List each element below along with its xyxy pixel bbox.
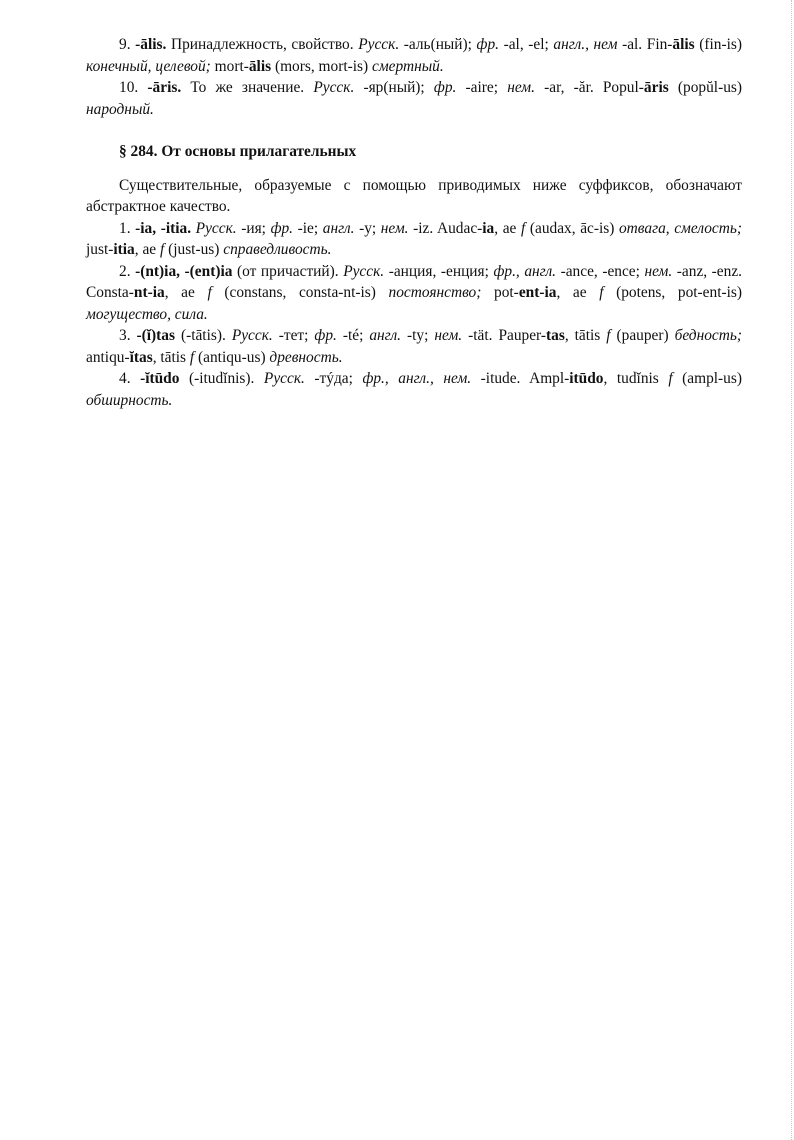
page-edge-line — [791, 0, 792, 1140]
italic-gloss: смертный. — [372, 57, 444, 75]
bold-term: ālis — [672, 36, 695, 53]
italic-gloss: народный. — [86, 100, 154, 118]
text-run: (potens, pot-ent-is) — [603, 284, 742, 301]
italic-gloss: нем. — [507, 79, 535, 96]
text-run: -anz, -enz. Consta- — [86, 262, 743, 301]
italic-gloss: Русск. — [195, 219, 237, 237]
text-run: -ie; — [293, 219, 323, 237]
bold-term: nt-ia — [133, 284, 165, 301]
text-run: 9. — [119, 36, 136, 53]
text-run: -té; — [336, 327, 370, 344]
text-run: 1. — [119, 219, 136, 237]
italic-gloss: отвага, смелость; — [618, 219, 742, 237]
text-run: (mors, mort-is) — [271, 57, 372, 75]
bold-term: ent-ia — [518, 284, 557, 301]
paragraph-suffix-alis — [86, 34, 742, 77]
text-run: (popŭl-us) — [668, 79, 743, 96]
text-run: -aire; — [456, 79, 508, 96]
italic-gloss: Русск. — [263, 370, 305, 387]
bold-term: -ĭtūdo — [140, 370, 180, 387]
italic-gloss: древность. — [269, 348, 343, 366]
text-run: -al, -el; — [499, 36, 554, 53]
text-run: , ae — [164, 284, 208, 301]
italic-gloss: англ. — [369, 327, 402, 344]
italic-gloss: f — [207, 284, 212, 301]
text-run: -тýда; — [304, 370, 363, 387]
text-run: -ance, -ence; — [556, 262, 645, 280]
italic-gloss: нем. — [434, 327, 463, 344]
italic-gloss: бедность; — [674, 327, 742, 344]
text-run: (fin-is) — [694, 36, 743, 53]
text-run: antiqu- — [86, 348, 130, 366]
text-run: 4. — [119, 370, 141, 387]
text-run: , tudĭnis — [603, 370, 669, 387]
italic-gloss: f — [606, 327, 611, 344]
text-run: (constans, consta-nt-is) — [211, 284, 389, 301]
bold-term: ĭtas — [129, 348, 153, 366]
bold-term: tas — [546, 327, 565, 344]
text-run: (audax, āc-is) — [525, 219, 619, 237]
italic-gloss: конечный, целевой; — [86, 57, 211, 75]
bold-term: -ālis. — [135, 36, 167, 53]
text-run: -анция, -енция; — [384, 262, 494, 280]
text-run: -iz. Audac- — [408, 219, 483, 237]
italic-gloss: Русск. — [313, 79, 355, 96]
italic-gloss: обширность. — [86, 391, 173, 409]
section-heading — [86, 141, 742, 163]
italic-gloss: фр., англ., нем. — [362, 370, 472, 387]
italic-gloss: f — [599, 284, 604, 301]
text-run: (от причастий). — [232, 262, 344, 280]
bold-term: -ia, -itia. — [135, 219, 192, 237]
italic-gloss: могущество, сила. — [86, 305, 208, 323]
list-item-ntia-entia — [86, 261, 742, 326]
text-run: -тет; — [272, 327, 315, 344]
text-run: -tät. Pauper- — [462, 327, 546, 344]
document-page — [86, 34, 742, 411]
text-run: (-tātis). — [174, 327, 232, 344]
text-run: 3. — [119, 327, 137, 344]
text-run: -al. Fin- — [617, 36, 673, 53]
text-run: Принадлежность, свойство. — [166, 36, 359, 53]
text-run: -y; — [354, 219, 381, 237]
bold-term: itūdo — [569, 370, 604, 387]
text-run: pot- — [481, 284, 519, 301]
italic-gloss: Русск. — [358, 36, 400, 53]
text-run: -ty; — [401, 327, 435, 344]
text-run: , tātis — [564, 327, 607, 344]
italic-gloss: Русск. — [343, 262, 385, 280]
italic-gloss: f — [668, 370, 673, 387]
italic-gloss: нем. — [380, 219, 409, 237]
section-heading-text: § 284. От основы прилагательных — [119, 143, 357, 160]
text-run: (pauper) — [610, 327, 675, 344]
section-intro: Существительные, образуемые с помощью приводимых ниже суффиксов, обозначают абстрактное качество. — [86, 176, 742, 215]
text-run: То же значение. — [181, 79, 314, 96]
italic-gloss: f — [189, 348, 195, 366]
italic-gloss: фр. — [476, 36, 499, 53]
bold-term: ia — [482, 219, 495, 237]
list-item-itas — [86, 325, 742, 368]
italic-gloss: фр. — [270, 219, 294, 237]
italic-gloss: фр. — [433, 79, 457, 96]
list-item-itudo — [86, 368, 742, 411]
italic-gloss: англ. — [322, 219, 355, 237]
text-run: (just-us) — [164, 241, 224, 258]
italic-gloss: фр., англ. — [493, 262, 557, 280]
text-run: -яр(ный); — [354, 79, 434, 96]
italic-gloss: постоянство; — [388, 284, 482, 301]
bold-term: -(ĭ)tas — [136, 327, 175, 344]
italic-gloss: Русск. — [231, 327, 273, 344]
italic-gloss: нем. — [644, 262, 673, 280]
bold-term: -(nt)ia, -(ent)ia — [135, 262, 233, 280]
bold-term: -āris. — [147, 79, 182, 96]
text-run: , ae — [134, 241, 160, 258]
italic-gloss: фр. — [314, 327, 337, 344]
text-run: 10. — [119, 79, 148, 96]
bold-term: ālis — [248, 57, 272, 75]
text-run: -аль(ный); — [399, 36, 477, 53]
text-run: (-itudĭnis). — [179, 370, 264, 387]
italic-gloss: f — [159, 241, 165, 258]
bold-term: itia — [113, 241, 135, 258]
italic-gloss: f — [520, 219, 526, 237]
text-run: , ae — [556, 284, 600, 301]
text-run: -itude. Ampl- — [471, 370, 570, 387]
text-run: 2. — [119, 262, 136, 280]
text-run: , tātis — [152, 348, 190, 366]
text-run: -ar, -ăr. Popul- — [534, 79, 644, 96]
paragraph-suffix-aris — [86, 77, 742, 120]
text-run: -ия; — [236, 219, 271, 237]
italic-gloss: англ., нем — [553, 36, 618, 53]
text-run: just- — [86, 241, 114, 258]
text-run: (ampl-us) — [672, 370, 742, 387]
bold-term: āris — [643, 79, 669, 96]
list-item-ia-itia — [86, 218, 742, 261]
text-run: mort- — [210, 57, 249, 75]
text-run: (antiqu-us) — [194, 348, 270, 366]
italic-gloss: справедливость. — [223, 241, 332, 258]
text-run: , ae — [494, 219, 521, 237]
